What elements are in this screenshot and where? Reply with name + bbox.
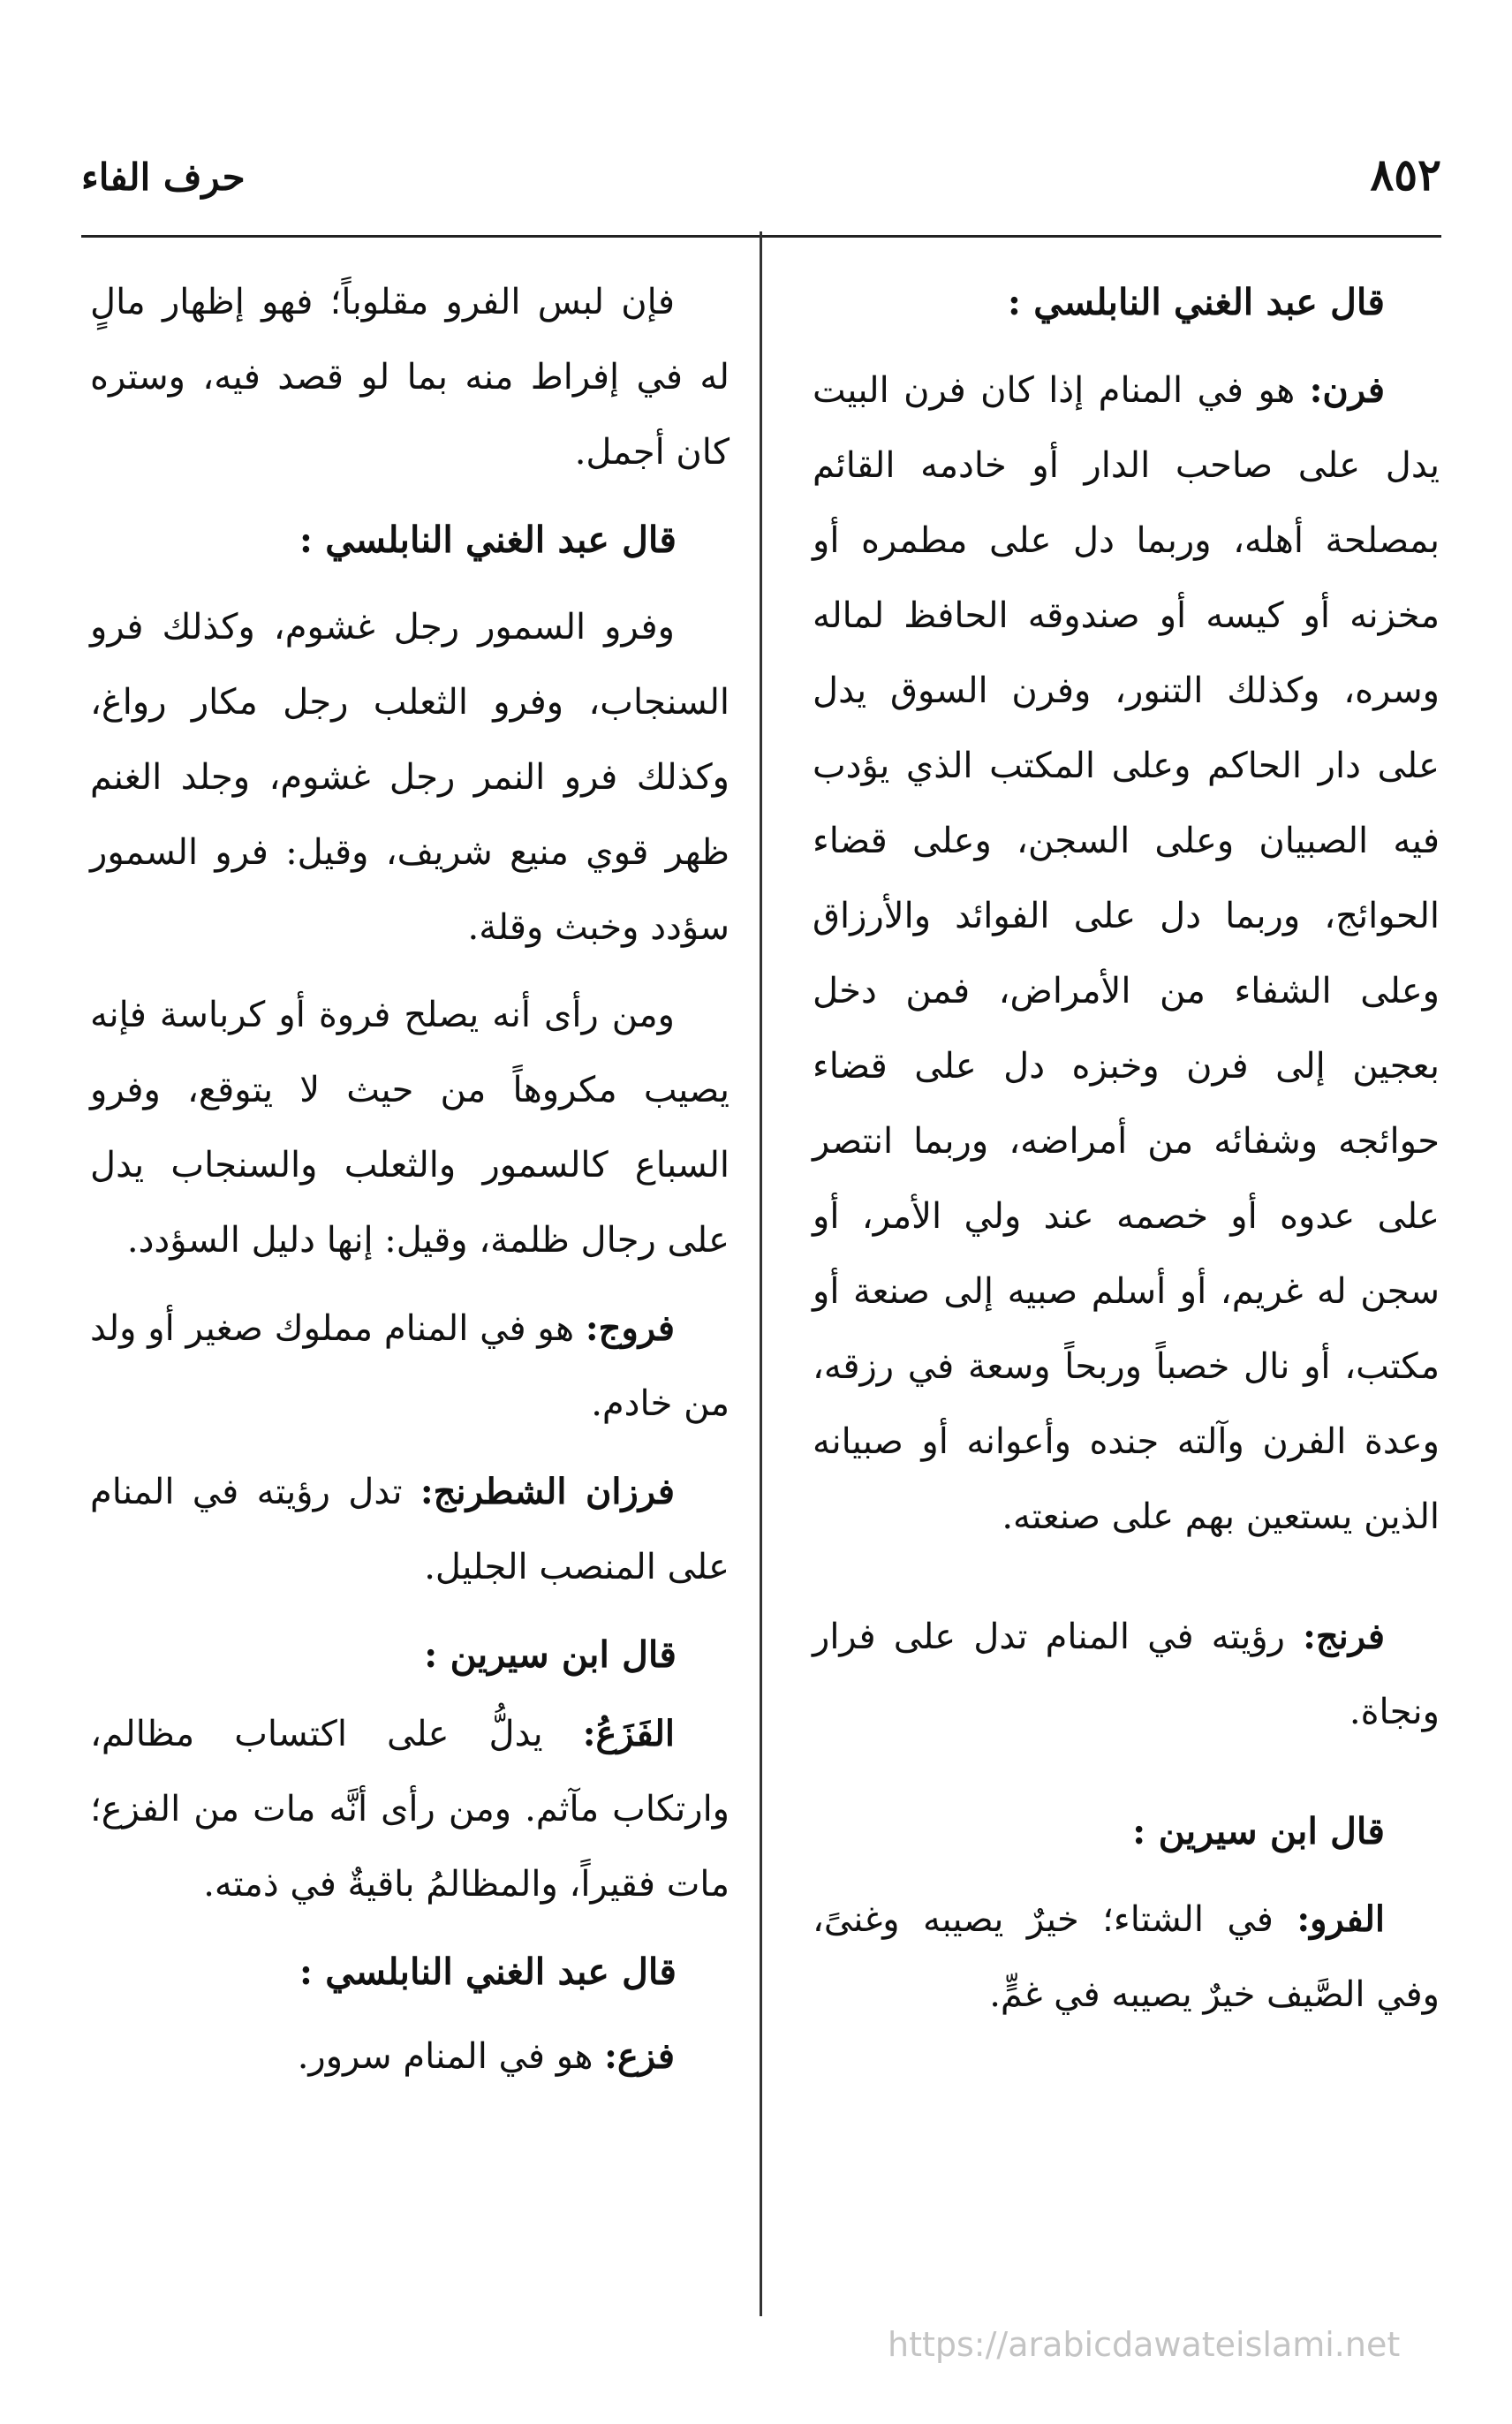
body-paragraph: وفرو السمور رجل غشوم، وكذلك فرو السنجاب، وفرو الثعلب رجل مكار رواغ، وكذلك فرو النمر رجل غشوم، وجلد الغنم ظهر قوي منيع شريف، وقيل: فرو السمور سؤدد وخبث وقلة. (90, 607, 730, 948)
watermark-url: https://arabicdawateislami.net (888, 2325, 1401, 2364)
dictionary-entry (813, 352, 1440, 1555)
entry-term: فرزان الشطرنج: (420, 1471, 675, 1512)
left-column (90, 265, 730, 2107)
section-heading: قال عبد الغني النابلسي : (1007, 281, 1385, 323)
entry-text: هو في المنام مملوك صغير أو ولد من خادم. (90, 1308, 730, 1424)
page-number: ٨٥٢ (1370, 148, 1441, 201)
dictionary-entry (90, 1696, 730, 1922)
section-heading: قال ابن سيرين : (1132, 1810, 1385, 1852)
entry-text: في الشتاء؛ خيرٌ يصيبه وغنىً، وفي الصَّيف خيرٌ يصيبه في غمٍّ. (813, 1899, 1440, 2015)
continued-paragraph: فإن لبس الفرو مقلوباً؛ فهو إظهار مالٍ له في إفراط منه بما لو قصد فيه، وستره كان أجمل. (90, 282, 730, 473)
page-header (81, 148, 1441, 237)
dictionary-entry (813, 1882, 1440, 2033)
entry-term: فرن: (1309, 369, 1385, 411)
column-divider (760, 231, 762, 2316)
body-paragraph: ومن رأى أنه يصلح فروة أو كرباسة فإنه يصيب مكروهاً من حيث لا يتوقع، وفرو السباع كالسمور والثعلب والسنجاب يدل على رجال ظلمة، وقيل: إنها دليل السؤدد. (90, 995, 730, 1261)
entry-term: الفرو: (1297, 1898, 1385, 1940)
section-heading: قال عبد الغني النابلسي : (299, 519, 677, 561)
entry-term: فزع: (604, 2035, 675, 2077)
dictionary-entry (813, 1599, 1440, 1750)
right-column (813, 265, 1440, 2045)
section-heading: قال ابن سيرين : (424, 1633, 677, 1676)
section-heading: قال عبد الغني النابلسي : (299, 1951, 677, 1993)
chapter-title: حرف الفاء (81, 155, 246, 199)
dictionary-entry (90, 1454, 730, 1605)
entry-text: تدل رؤيته في المنام على المنصب الجليل. (90, 1472, 730, 1587)
dictionary-entry (90, 1291, 730, 1442)
entry-text: رؤيته في المنام تدل على فرار ونجاة. (813, 1617, 1440, 1732)
entry-text: هو في المنام إذا كان فرن البيت يدل على صاحب الدار أو خادمه القائم بمصلحة أهله، وربما دل على مطمره أو مخزنه أو كيسه أو صندوقه الحافظ لماله وسره، وكذلك التنور، وفرن السوق يدل على دار الحاكم وعلى المكتب الذي يؤدب فيه الصبيان وعلى السجن، وعلى قضاء الحوائج، وربما دل على الفوائد والأرزاق وعلى الشفاء من الأمراض، فمن دخل بعجين إلى فرن وخبزه دل على قضاء حوائجه وشفائه من أمراضه، وربما انتصر على عدوه أو خصمه عند ولي الأمر، أو سجن له غريم، أو أسلم صبيه إلى صنعة أو مكتب، أو نال خصباً وربحاً وسعة في رزقه، وعدة الفرن وآلته جنده وأعوانه أو صبيانه الذين يستعين بهم على صنعته. (813, 370, 1440, 1537)
entry-term: فروج: (585, 1307, 675, 1349)
entry-term: فرنج: (1303, 1616, 1385, 1657)
entry-text: يدلُّ على اكتساب مظالم، وارتكاب مآثم. ومن رأى أنَّه مات من الفزع؛ مات فقيراً، والمظالمُ باقيةٌ في ذمته. (90, 1714, 730, 1905)
entry-text: هو في المنام سرور. (297, 2036, 605, 2077)
entry-term: الفَزَعُ: (582, 1713, 675, 1754)
dictionary-entry (90, 2019, 730, 2094)
